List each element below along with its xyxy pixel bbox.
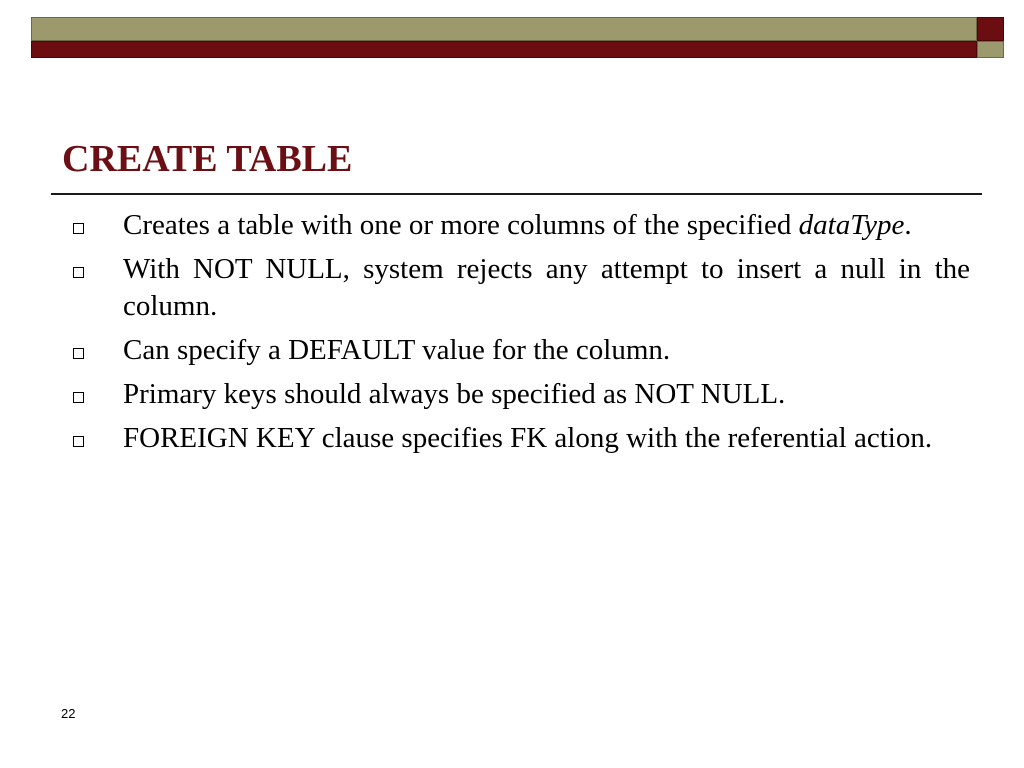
bullet-text: Can specify a DEFAULT value for the column.	[123, 334, 671, 366]
bullet-text-suffix: .	[904, 209, 912, 241]
title-divider	[51, 193, 982, 195]
bullet-text: FOREIGN KEY clause specifies FK along with the referential action.	[123, 422, 933, 454]
bullet-text: Creates a table with one or more columns of the specified	[123, 209, 799, 241]
bullet-item	[70, 251, 970, 325]
bullet-item	[70, 420, 970, 457]
slide-number: 22	[61, 706, 76, 721]
hollow-square-bullet-icon	[73, 348, 84, 359]
header-bar-olive	[31, 17, 977, 41]
slide-title: CREATE TABLE	[62, 138, 353, 180]
bullet-item	[70, 332, 970, 369]
header-corner-maroon	[977, 17, 1004, 41]
hollow-square-bullet-icon	[73, 223, 84, 234]
bullet-emphasis: dataType	[798, 209, 905, 241]
hollow-square-bullet-icon	[73, 392, 84, 403]
hollow-square-bullet-icon	[73, 267, 84, 278]
bullet-item	[70, 207, 970, 244]
bullet-item	[70, 376, 970, 413]
bullet-text: Primary keys should always be specified as NOT NULL.	[123, 378, 786, 410]
hollow-square-bullet-icon	[73, 436, 84, 447]
bullet-list	[70, 207, 970, 464]
bullet-text: With NOT NULL, system rejects any attempt to insert a null in the column.	[123, 253, 970, 322]
header-corner-olive	[977, 41, 1004, 58]
header-bar-maroon	[31, 41, 977, 58]
